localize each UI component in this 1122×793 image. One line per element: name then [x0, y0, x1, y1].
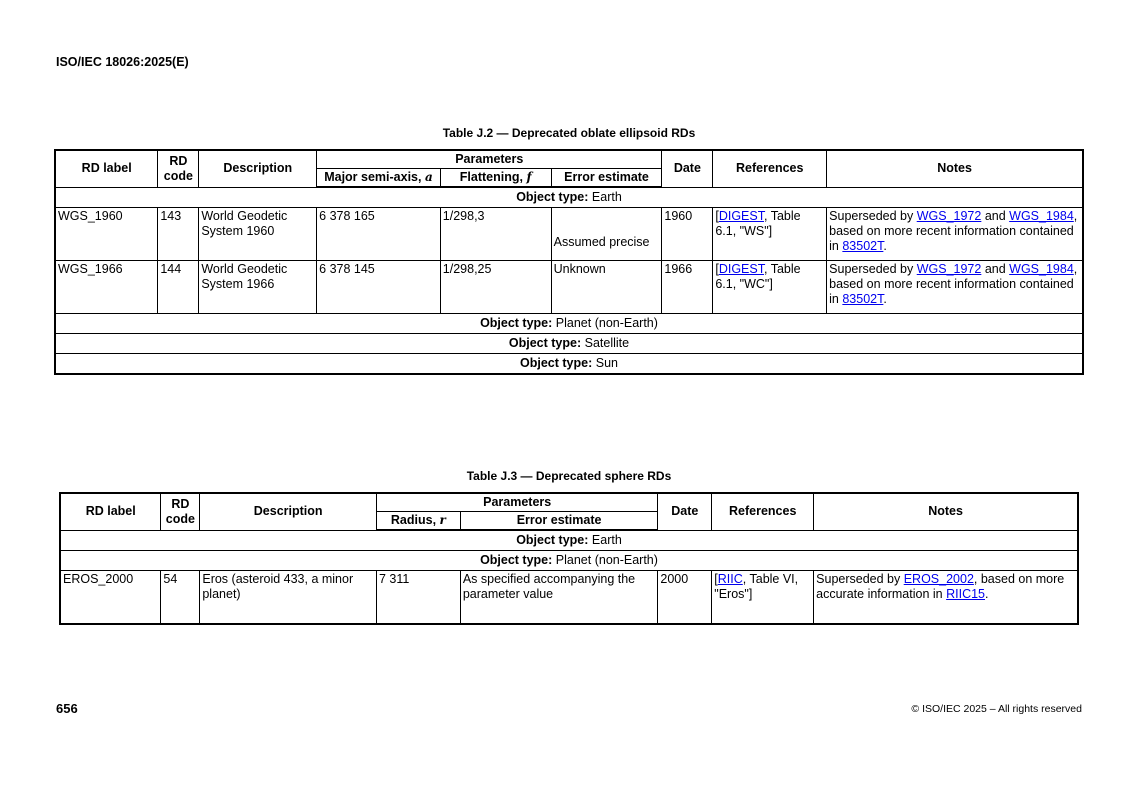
header-parameters: Parameters — [376, 493, 657, 512]
object-type-row: Object type: Earth — [55, 187, 1083, 208]
radius-cell: 7 311 — [376, 571, 460, 624]
header-error-estimate: Error estimate — [460, 512, 658, 531]
symbol-a: a — [424, 170, 433, 184]
major-semi-axis-cell: 6 378 165 — [317, 208, 441, 261]
rd-code-cell: 143 — [158, 208, 199, 261]
notes-cell: Superseded by WGS_1972 and WGS_1984, based on more recent information contained in 83502T. — [827, 261, 1083, 314]
header-references: References — [712, 493, 814, 530]
page-number: 656 — [56, 701, 78, 716]
copyright-notice: © ISO/IEC 2025 – All rights reserved — [911, 703, 1082, 715]
error-estimate-cell: As specified accompanying the parameter value — [460, 571, 658, 624]
header-major-semi-axis: Major semi-axis, a — [317, 169, 441, 188]
table-j3-caption: Table J.3 — Deprecated sphere RDs — [466, 469, 672, 483]
header-radius: Radius, r — [376, 512, 460, 531]
date-cell: 2000 — [658, 571, 712, 624]
references-cell: [DIGEST, Table 6.1, "WS"] — [713, 208, 827, 261]
rd-label-cell: WGS_1960 — [55, 208, 158, 261]
table-row — [55, 261, 1083, 314]
header-notes: Notes — [827, 150, 1083, 187]
header-notes: Notes — [814, 493, 1078, 530]
table-row — [60, 571, 1078, 624]
symbol-f: f — [526, 170, 532, 184]
header-description: Description — [200, 493, 377, 530]
header-parameters: Parameters — [317, 150, 662, 169]
major-semi-axis-cell: 6 378 145 — [317, 261, 441, 314]
date-cell: 1960 — [662, 208, 713, 261]
header-flattening: Flattening, f — [440, 169, 551, 188]
error-estimate-cell: Unknown — [551, 261, 662, 314]
notes-cell: Superseded by EROS_2002, based on more accurate information in RIIC15. — [814, 571, 1078, 624]
object-type-row: Object type: Earth — [60, 530, 1078, 551]
notes-link[interactable]: EROS_2002 — [903, 572, 974, 586]
rd-label-cell: WGS_1966 — [55, 261, 158, 314]
document-id: ISO/IEC 18026:2025(E) — [56, 55, 189, 69]
header-rd-code: RD code — [158, 150, 199, 187]
object-type-row: Object type: Sun — [55, 354, 1083, 375]
header-description: Description — [199, 150, 317, 187]
notes-link[interactable]: 83502T — [842, 292, 884, 306]
notes-cell: Superseded by WGS_1972 and WGS_1984, based on more recent information contained in 83502T. — [827, 208, 1083, 261]
description-cell: Eros (asteroid 433, a minor planet) — [200, 571, 377, 624]
header-references: References — [713, 150, 827, 187]
reference-link[interactable]: DIGEST — [718, 209, 764, 223]
description-cell: World Geodetic System 1966 — [199, 261, 317, 314]
rd-code-cell: 144 — [158, 261, 199, 314]
description-cell: World Geodetic System 1960 — [199, 208, 317, 261]
flattening-cell: 1/298,3 — [440, 208, 551, 261]
header-error-estimate: Error estimate — [551, 169, 662, 188]
deprecated-sphere-table — [59, 492, 1079, 625]
table-j2-caption: Table J.2 — Deprecated oblate ellipsoid RDs — [442, 126, 696, 140]
header-rd-code: RD code — [161, 493, 200, 530]
references-cell: [RIIC, Table VI, "Eros"] — [712, 571, 814, 624]
flattening-cell: 1/298,25 — [440, 261, 551, 314]
header-date: Date — [662, 150, 713, 187]
error-estimate-cell: Assumed precise — [551, 208, 662, 261]
table-row — [55, 208, 1083, 261]
reference-link[interactable]: DIGEST — [718, 262, 764, 276]
rd-code-cell: 54 — [161, 571, 200, 624]
object-type-row: Object type: Satellite — [55, 334, 1083, 354]
notes-link[interactable]: WGS_1984 — [1009, 262, 1074, 276]
reference-link[interactable]: RIIC — [717, 572, 743, 586]
header-date: Date — [658, 493, 712, 530]
object-type-row: Object type: Planet (non-Earth) — [55, 314, 1083, 334]
references-cell: [DIGEST, Table 6.1, "WC"] — [713, 261, 827, 314]
notes-link[interactable]: 83502T — [842, 239, 884, 253]
notes-link[interactable]: WGS_1972 — [916, 262, 982, 276]
symbol-r: r — [439, 513, 446, 527]
notes-link[interactable]: WGS_1972 — [916, 209, 982, 223]
header-rd-label: RD label — [55, 150, 158, 187]
notes-link[interactable]: WGS_1984 — [1009, 209, 1074, 223]
object-type-row: Object type: Planet (non-Earth) — [60, 551, 1078, 571]
notes-link[interactable]: RIIC15 — [946, 587, 985, 601]
date-cell: 1966 — [662, 261, 713, 314]
rd-label-cell: EROS_2000 — [60, 571, 161, 624]
header-rd-label: RD label — [60, 493, 161, 530]
deprecated-ellipsoid-table — [54, 149, 1084, 375]
